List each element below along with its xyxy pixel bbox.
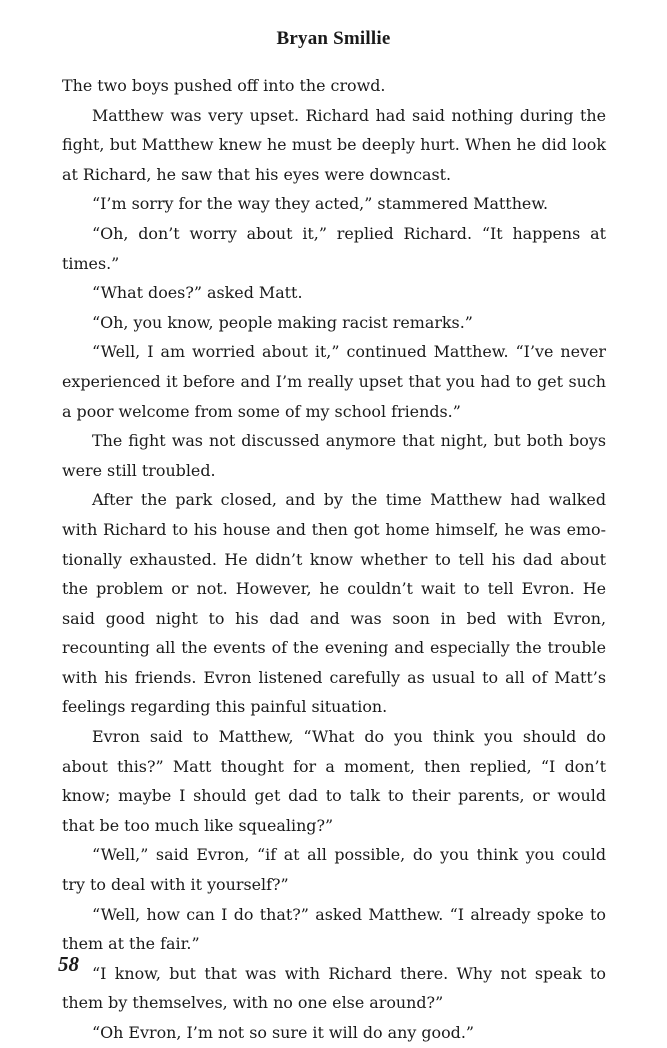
body-text <box>62 71 606 1048</box>
paragraph: The fight was not discussed anymore that night, but both boys were still troubled. <box>62 431 606 480</box>
paragraph: Matthew was very upset. Richard had said nothing during the fight, but Matthew knew he must be deeply hurt. When he did look at Richard, he saw that his eyes were downcast. <box>62 105 606 184</box>
paragraph: “I’m sorry for the way they acted,” stammered Matthew. <box>92 194 549 214</box>
paragraph: After the park closed, and by the time Matthew had walked with Richard to his house and then got home himself, he was emotionally exhausted. He didn’t know whether to tell his dad about the problem or not. However, he couldn’t wait to tell Evron. He said good night to his dad and was soon in bed with Evron, recounting all the events of the evening and especially the trouble with his friends. Evron listened carefully as usual to all of Matt’s feelings regarding this painful situation. <box>62 490 606 717</box>
paragraph: “I know, but that was with Richard there. Why not speak to them by themselves, with no one else around?” <box>62 963 606 1013</box>
paragraph: “Well, how can I do that?” asked Matthew. “I already spoke to them at the fair.” <box>62 904 606 954</box>
paragraph: “Oh, you know, people making racist remarks.” <box>92 312 473 332</box>
paragraph: “Oh Evron, I’m not so sure it will do any good.” <box>92 1023 475 1042</box>
paragraph: “Well, I am worried about it,” continued Matthew. “I’ve never experienced it before and I’m really upset that you had to get such a poor welcome from some of my school friends.” <box>62 342 606 421</box>
paragraph: “What does?” asked Matt. <box>92 283 303 303</box>
paragraph: “Well,” said Evron, “if at all possible, do you think you could try to deal with it yourself?” <box>62 845 606 895</box>
running-title: Bryan Smillie <box>276 28 391 49</box>
paragraph: Evron said to Matthew, “What do you think you should do about this?” Matt thought for a moment, then replied, “I don’t know; maybe I should get dad to talk to their parents, or would that be too much like squealing?” <box>62 727 606 835</box>
paragraph: “Oh, don’t worry about it,” replied Richard. “It happens at times.” <box>62 223 606 273</box>
paragraph: The two boys pushed off into the crowd. <box>62 76 386 95</box>
page-number: 58 <box>58 952 79 976</box>
